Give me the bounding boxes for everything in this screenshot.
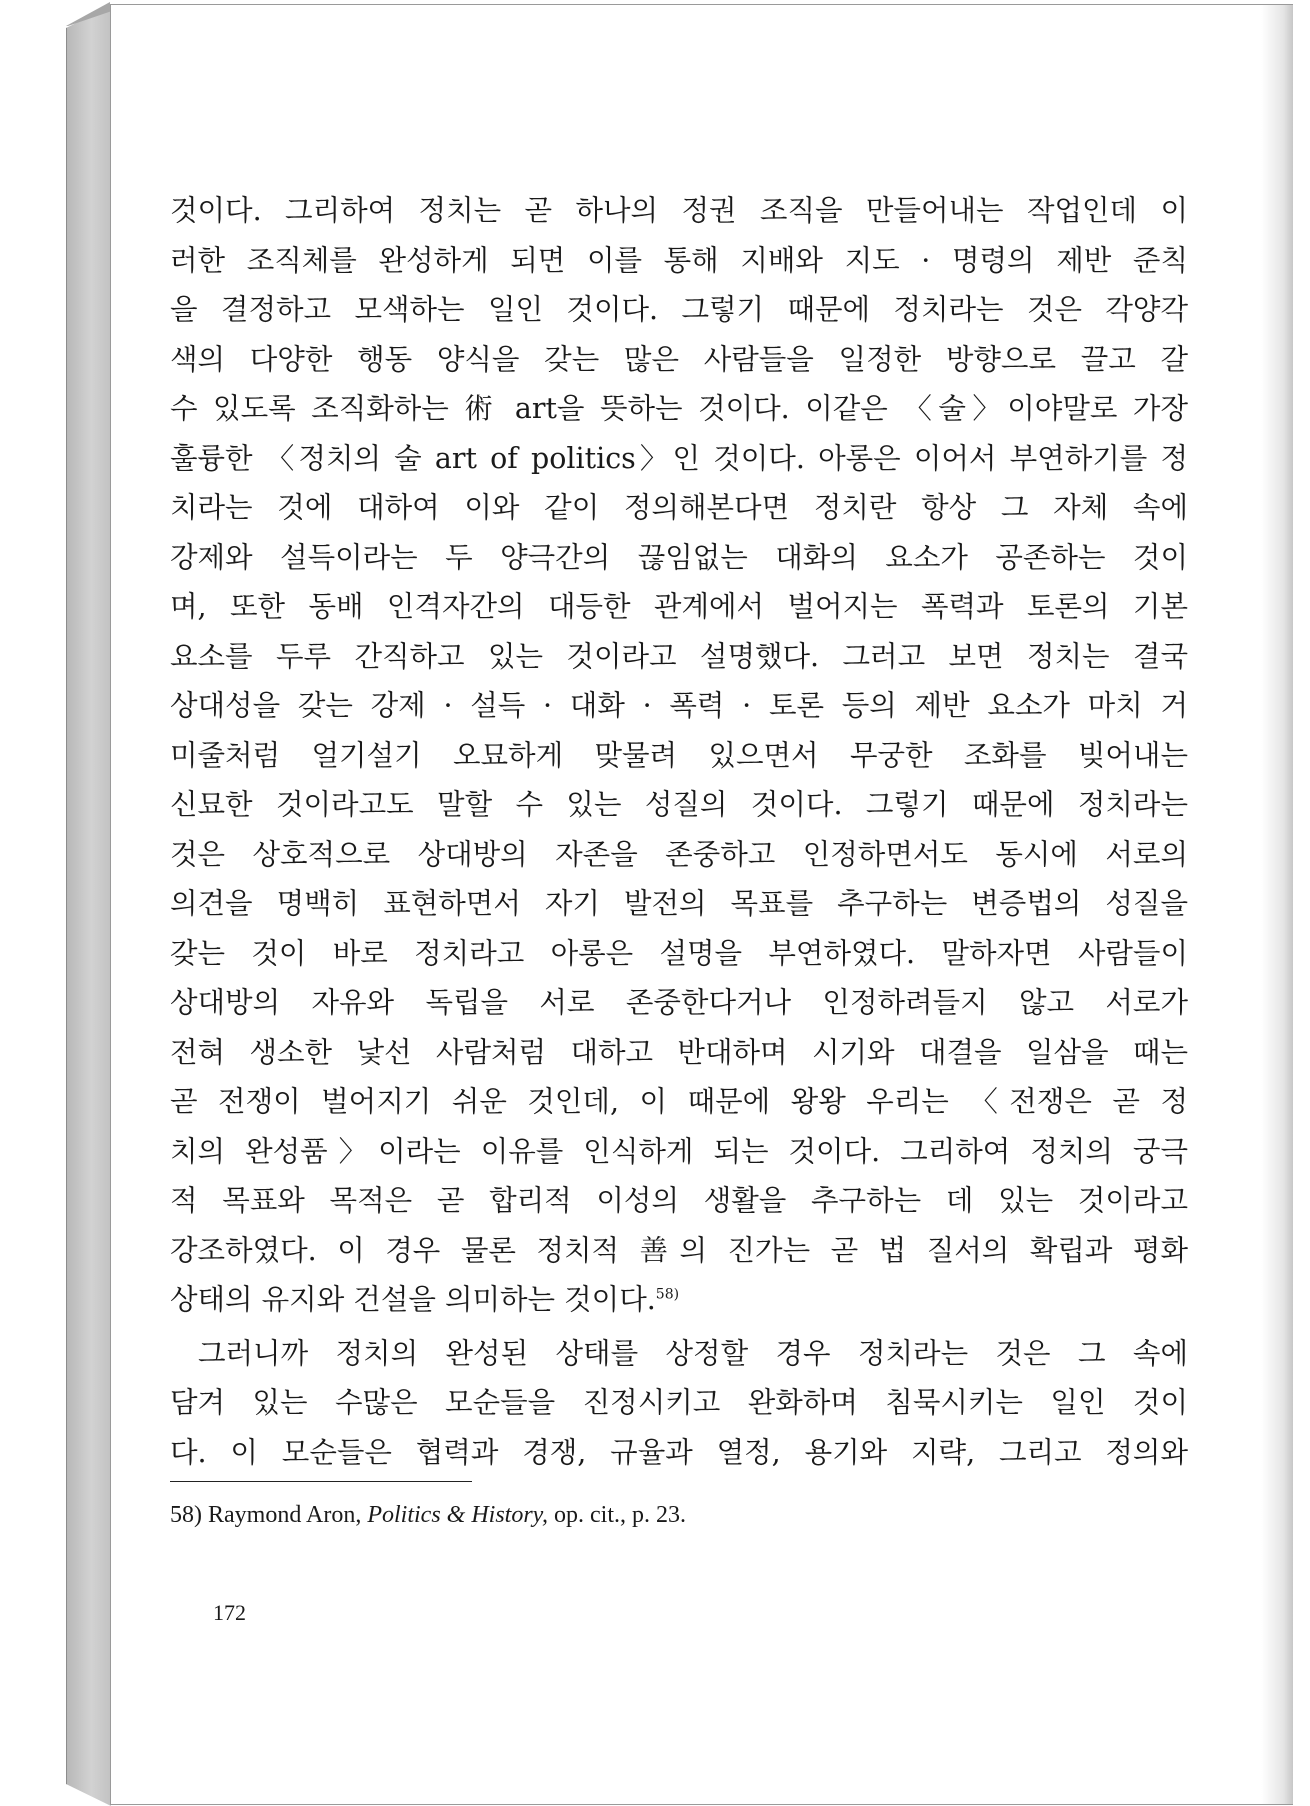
text-line-last [170,1275,1188,1325]
footnote-divider [170,1481,472,1482]
footnote [170,1500,686,1530]
footnote-number: 58) [170,1502,202,1528]
text-line: 치의 완성품〉이라는 이유를 인식하게 되는 것이다. 그리하여 정치의 궁극 [170,1134,1188,1168]
text-line: 전혀 생소한 낯선 사람처럼 대하고 반대하며 시기와 대결을 일삼을 때는 [170,1035,1188,1069]
text-line: 요소를 두루 간직하고 있는 것이라고 설명했다. 그러고 보면 정치는 결국 [170,639,1188,673]
book-spine [66,6,111,1806]
text-line: 상대성을 갖는 강제 · 설득 · 대화 · 폭력 · 토론 등의 제반 요소가 마치 거 [170,689,1188,722]
text-line: 의견을 명백히 표현하면서 자기 발전의 목표를 추구하는 변증법의 성질을 [170,887,1188,920]
text-line: 강제와 설득이라는 두 양극간의 끊임없는 대화의 요소가 공존하는 것이 [170,540,1188,574]
text-line: 것은 상호적으로 상대방의 자존을 존중하고 인정하면서도 동시에 서로의 [170,837,1188,871]
text-line: 치라는 것에 대하여 이와 같이 정의해본다면 정치란 항상 그 자체 속에 [170,491,1188,524]
text-line: 것이다. 그리하여 정치는 곧 하나의 정권 조직을 만들어내는 작업인데 이 [170,194,1188,227]
text-line: 담겨 있는 수많은 모순들을 진정시키고 완화하며 침묵시키는 일인 것이 [170,1386,1188,1419]
text-line: 미줄처럼 얼기설기 오묘하게 맞물려 있으면서 무궁한 조화를 빚어내는 [170,738,1188,772]
text-line: 강조하였다. 이 경우 물론 정치적 善의 진가는 곧 법 질서의 확립과 평화 [170,1233,1188,1267]
text-line: 갖는 것이 바로 정치라고 아롱은 설명을 부연하였다. 말하자면 사람들이 [170,936,1188,970]
footnote-citation: op. cit., p. 23. [554,1502,686,1528]
text-line: 수 있도록 조직화하는 術 art을 뜻하는 것이다. 이같은 〈술〉이야말로 가장 [170,392,1188,425]
text-line: 다. 이 모순들은 협력과 경쟁, 규율과 열정, 용기와 지략, 그리고 정의와 [170,1435,1188,1469]
text-line: 상대방의 자유와 독립을 서로 존중한다거나 인정하려들지 않고 서로가 [170,986,1188,1019]
page-edge-shadow [1261,5,1293,1804]
text-line: 며, 또한 동배 인격자간의 대등한 관계에서 벌어지는 폭력과 토론의 기본 [170,590,1188,623]
text-line: 훌륭한 〈정치의 술 art of politics〉인 것이다. 아롱은 이어서 부연하기를 정 [170,441,1188,475]
text-line: 곧 전쟁이 벌어지기 쉬운 것인데, 이 때문에 왕왕 우리는 〈전쟁은 곧 정 [170,1085,1188,1118]
text-line: 신묘한 것이라고도 말할 수 있는 성질의 것이다. 그렇기 때문에 정치라는 [170,788,1188,821]
text-line-content: 상태의 유지와 건설을 의미하는 것이다. [170,1283,656,1316]
text-line: 을 결정하고 모색하는 일인 것이다. 그렇기 때문에 정치라는 것은 각양각 [170,293,1188,326]
footnote-reference: 58) [655,1286,680,1303]
page-number: 172 [213,1600,246,1625]
body-text [170,186,1188,1477]
text-line: 적 목표와 목적은 곧 합리적 이성의 생활을 추구하는 데 있는 것이라고 [170,1184,1188,1217]
text-line: 색의 다양한 행동 양식을 갖는 많은 사람들을 일정한 방향으로 끌고 갈 [170,342,1188,376]
text-line: 그러니까 정치의 완성된 상태를 상정할 경우 정치라는 것은 그 속에 [198,1336,1188,1370]
text-line: 러한 조직체를 완성하게 되면 이를 통해 지배와 지도 · 명령의 제반 준칙 [170,243,1188,277]
footnote-author: Raymond Aron, [208,1502,362,1528]
footnote-title: Politics & History, [367,1502,548,1528]
